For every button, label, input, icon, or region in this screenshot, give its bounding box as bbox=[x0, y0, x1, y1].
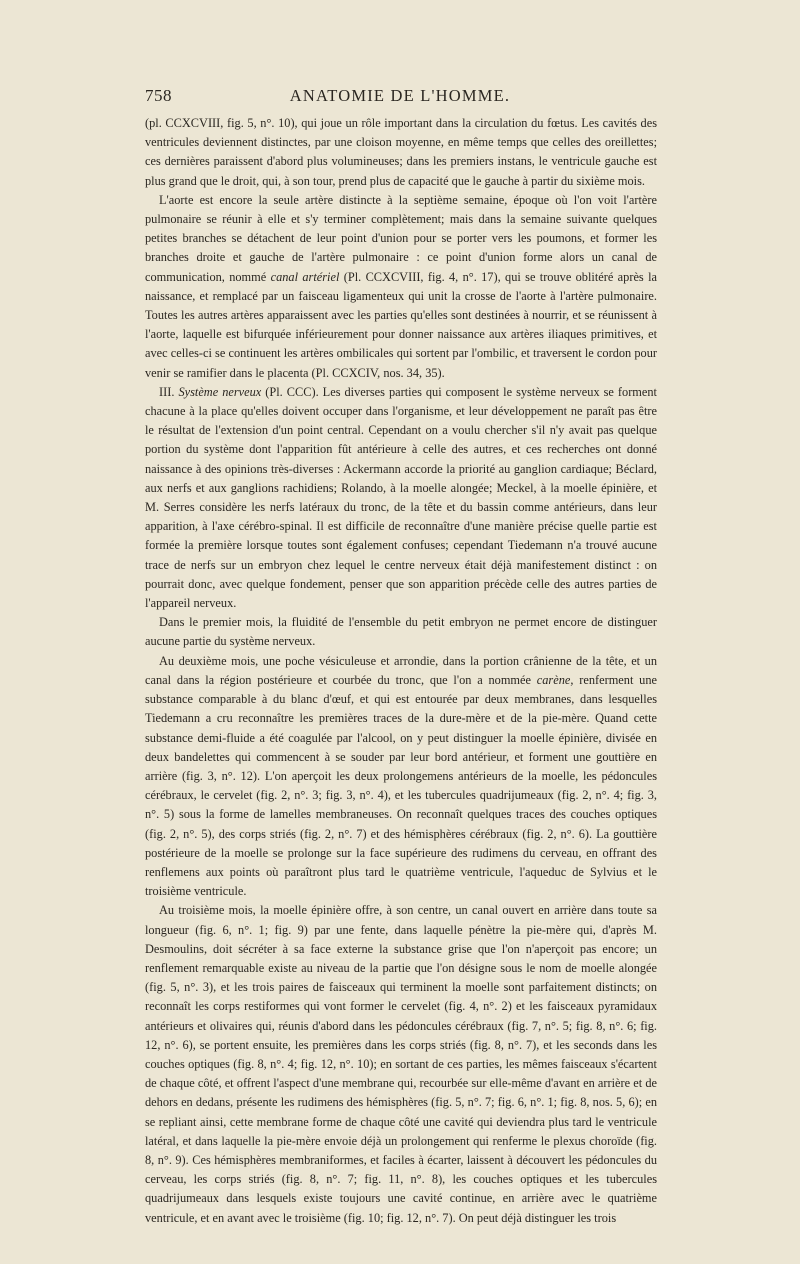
text-run: Au troisième mois, la moelle épinière offre, à son centre, un canal ouvert en arrière dans toute sa longueur (fig. 6, n°. 1; fig. 9) par une fente, dans laquelle pénètre la pie-mère qui, d'après M. Desmoulins, doit sécréter à sa face externe la substance grise que l'on n'aperçoit pas encore; un renflement remarquable existe au niveau de la partie que l'on désigne sous le nom de moelle alongée (fig. 5, n°. 3), et les trois paires de faisceaux qui terminent la moelle sont parfaitement distincts; on reconnaît les corps restiformes qui vont former le cervelet (fig. 4, n°. 2) et les faisceaux pyramidaux antérieurs et olivaires qui, réunis d'abord dans les pédoncules cérébraux (fig. 7, n°. 5; fig. 8, n°. 6; fig. 12, n°. 6), se portent ensuite, les premières dans les corps striés (fig. 8, n°. 7), et les seconds dans les couches optiques (fig. 8, n°. 4; fig. 12, n°. 10); en sortant de ces parties, les mêmes faisceaux s'écartent de chaque côté, et offrent l'aspect d'une membrane qui, recourbée sur elle-même d'avant en arrière et de dehors en dedans, présente les rudimens des hémisphères (fig. 5, n°. 7; fig. 6, n°. 1; fig. 8, nos. 5, 6); en se repliant ainsi, cette membrane forme de chaque côté une cavité qui deviendra plus tard le ventricule latéral, et dans laquelle la pie-mère envoie déjà un prolongement qui renferme le plexus choroïde (fig. 8, n°. 9). Ces hémisphères membraniformes, et faciles à écarter, laissent à découvert les pédoncules du cerveau, les corps striés (fig. 8, n°. 7; fig. 11, n°. 8), les couches optiques et les tubercules quadrijumeaux dans lesquels existe toujours une cavité continue, en arrière avec le quatrième ventricule, et en avant avec le troisième (fig. 10; fig. 12, n°. 7). On peut déjà distinguer les trois bbox=[145, 903, 657, 1225]
italic-term: carène, bbox=[536, 672, 574, 687]
text-run: Au deuxième mois, une poche vésiculeuse et arrondie, dans la portion crânienne de la tête, et un canal dans la région postérieure et courbée du tronc, que l'on a nommée bbox=[145, 653, 657, 687]
paragraph bbox=[145, 901, 657, 1227]
running-title: ANATOMIE DE L'HOMME. bbox=[289, 86, 511, 105]
paragraph bbox=[145, 383, 657, 613]
text-run: renferment une substance comparable à du blanc d'œuf, et qui est entourée par deux membranes, dans lesquelles Tiedemann a cru reconnaître les premières traces de la dure-mère et de la pie-mère. Quand cette substance demi-fluide a été coagulée par l'alcool, on y peut distinguer la moelle épinière, divisée en deux bandelettes qui commencent à se souder par leur bord antérieur, et forment une gouttière en arrière (fig. 3, n°. 12). L'on aperçoit les deux prolongemens antérieurs de la moelle, les pédoncules cérébraux, le cervelet (fig. 2, n°. 3; fig. 3, n°. 4), et les tubercules quadrijumeaux (fig. 2, n°. 4; fig. 3, n°. 5) sous la forme de lamelles membraneuses. On reconnaît quelques traces des couches optiques (fig. 2, n°. 5), des corps striés (fig. 2, n°. 7) et des hémisphères cérébraux (fig. 2, n°. 6). La gouttière postérieure de la moelle se prolonge sur la face supérieure des rudimens du cerveau, en offrant des renflemens aux points où paraîtront plus tard le quatrième ventricule, l'aqueduc de Sylvius et le troisième ventricule. bbox=[145, 672, 657, 899]
text-run: (Pl. CCXCVIII, fig. 4, n°. 17), qui se trouve oblitéré après la naissance, et remplacé par un faisceau ligamenteux qui unit la crosse de l'aorte à l'artère pulmonaire. Toutes les autres artères apparaissent avec les parties qu'elles sont destinées à nourrir, et se réunissent à l'aorte, laquelle est bifurquée inférieurement pour donner naissance aux artères iliaques primitives, et avec celles-ci se continuent les artères ombilicales qui sortent par l'ombilic, et traversent le cordon pour venir se ramifier dans le placenta (Pl. CCXCIV, nos. 34, 35). bbox=[145, 269, 657, 380]
text-run: (Pl. CCC). Les diverses parties qui composent le système nerveux se forment chacune à la place qu'elles doivent occuper dans l'organisme, et leur développement ne paraît pas être le résultat de l'extension d'un point central. Cependant on a voulu chercher s'il n'y avait pas quelque portion du système dont l'apparition fût antérieure à celle des autres, et ces recherches ont donné naissance à des opinions très-diverses : Ackermann accorde la priorité au ganglion cardiaque; Béclard, aux nerfs et aux ganglions rachidiens; Rolando, à la moelle alongée; Meckel, à la moelle épinière, et M. Serres considère les nerfs latéraux du tronc, de la tête et du bassin comme antérieurs, dans leur apparition, à l'axe cérébro-spinal. Il est difficile de reconnaître d'une manière précise quelle partie est formée la première lorsque toutes sont également confuses; cependant Tiedemann n'a trouvé aucune trace de nerfs sur un embryon chez lequel le centre nerveux était déjà manifestement distinct : on pourrait donc, avec quelque fondement, penser que son apparition précède celle des autres parties de l'appareil nerveux. bbox=[145, 384, 657, 611]
page-header bbox=[0, 86, 800, 110]
text-run: III. bbox=[159, 384, 179, 399]
text-run: Dans le premier mois, la fluidité de l'ensemble du petit embryon ne permet encore de distinguer aucune partie du système nerveux. bbox=[145, 615, 657, 649]
page-number: 758 bbox=[145, 86, 172, 105]
paragraph bbox=[145, 191, 657, 383]
paragraph bbox=[145, 114, 657, 191]
text-run: L'aorte est encore la seule artère distincte à la septième semaine, époque où l'on voit l'artère pulmonaire se réunir à elle et s'y terminer complètement; mais dans la semaine suivante quelques petites branches se détachent de leur point d'union pour se porter vers les poumons, et former les branches droite et gauche de l'artère pulmonaire : ce point d'union forme alors un canal de communication, nommé bbox=[145, 192, 657, 284]
text-run: (pl. CCXCVIII, fig. 5, n°. 10), qui joue un rôle important dans la circulation du fœtus. Les cavités des ventricules deviennent distinctes, par une cloison moyenne, en même temps que celles des oreillettes; ces dernières paraissent d'abord plus volumineuses; dans les premiers instans, le ventricule gauche est plus grand que le droit, qui, à son tour, prend plus de capacité que le gauche à partir du sixième mois. bbox=[145, 116, 657, 188]
paragraph bbox=[145, 613, 657, 651]
italic-term: Système nerveux bbox=[178, 384, 262, 399]
paragraph bbox=[145, 652, 657, 902]
body-text bbox=[145, 114, 657, 1228]
italic-term: canal artériel bbox=[270, 269, 340, 284]
